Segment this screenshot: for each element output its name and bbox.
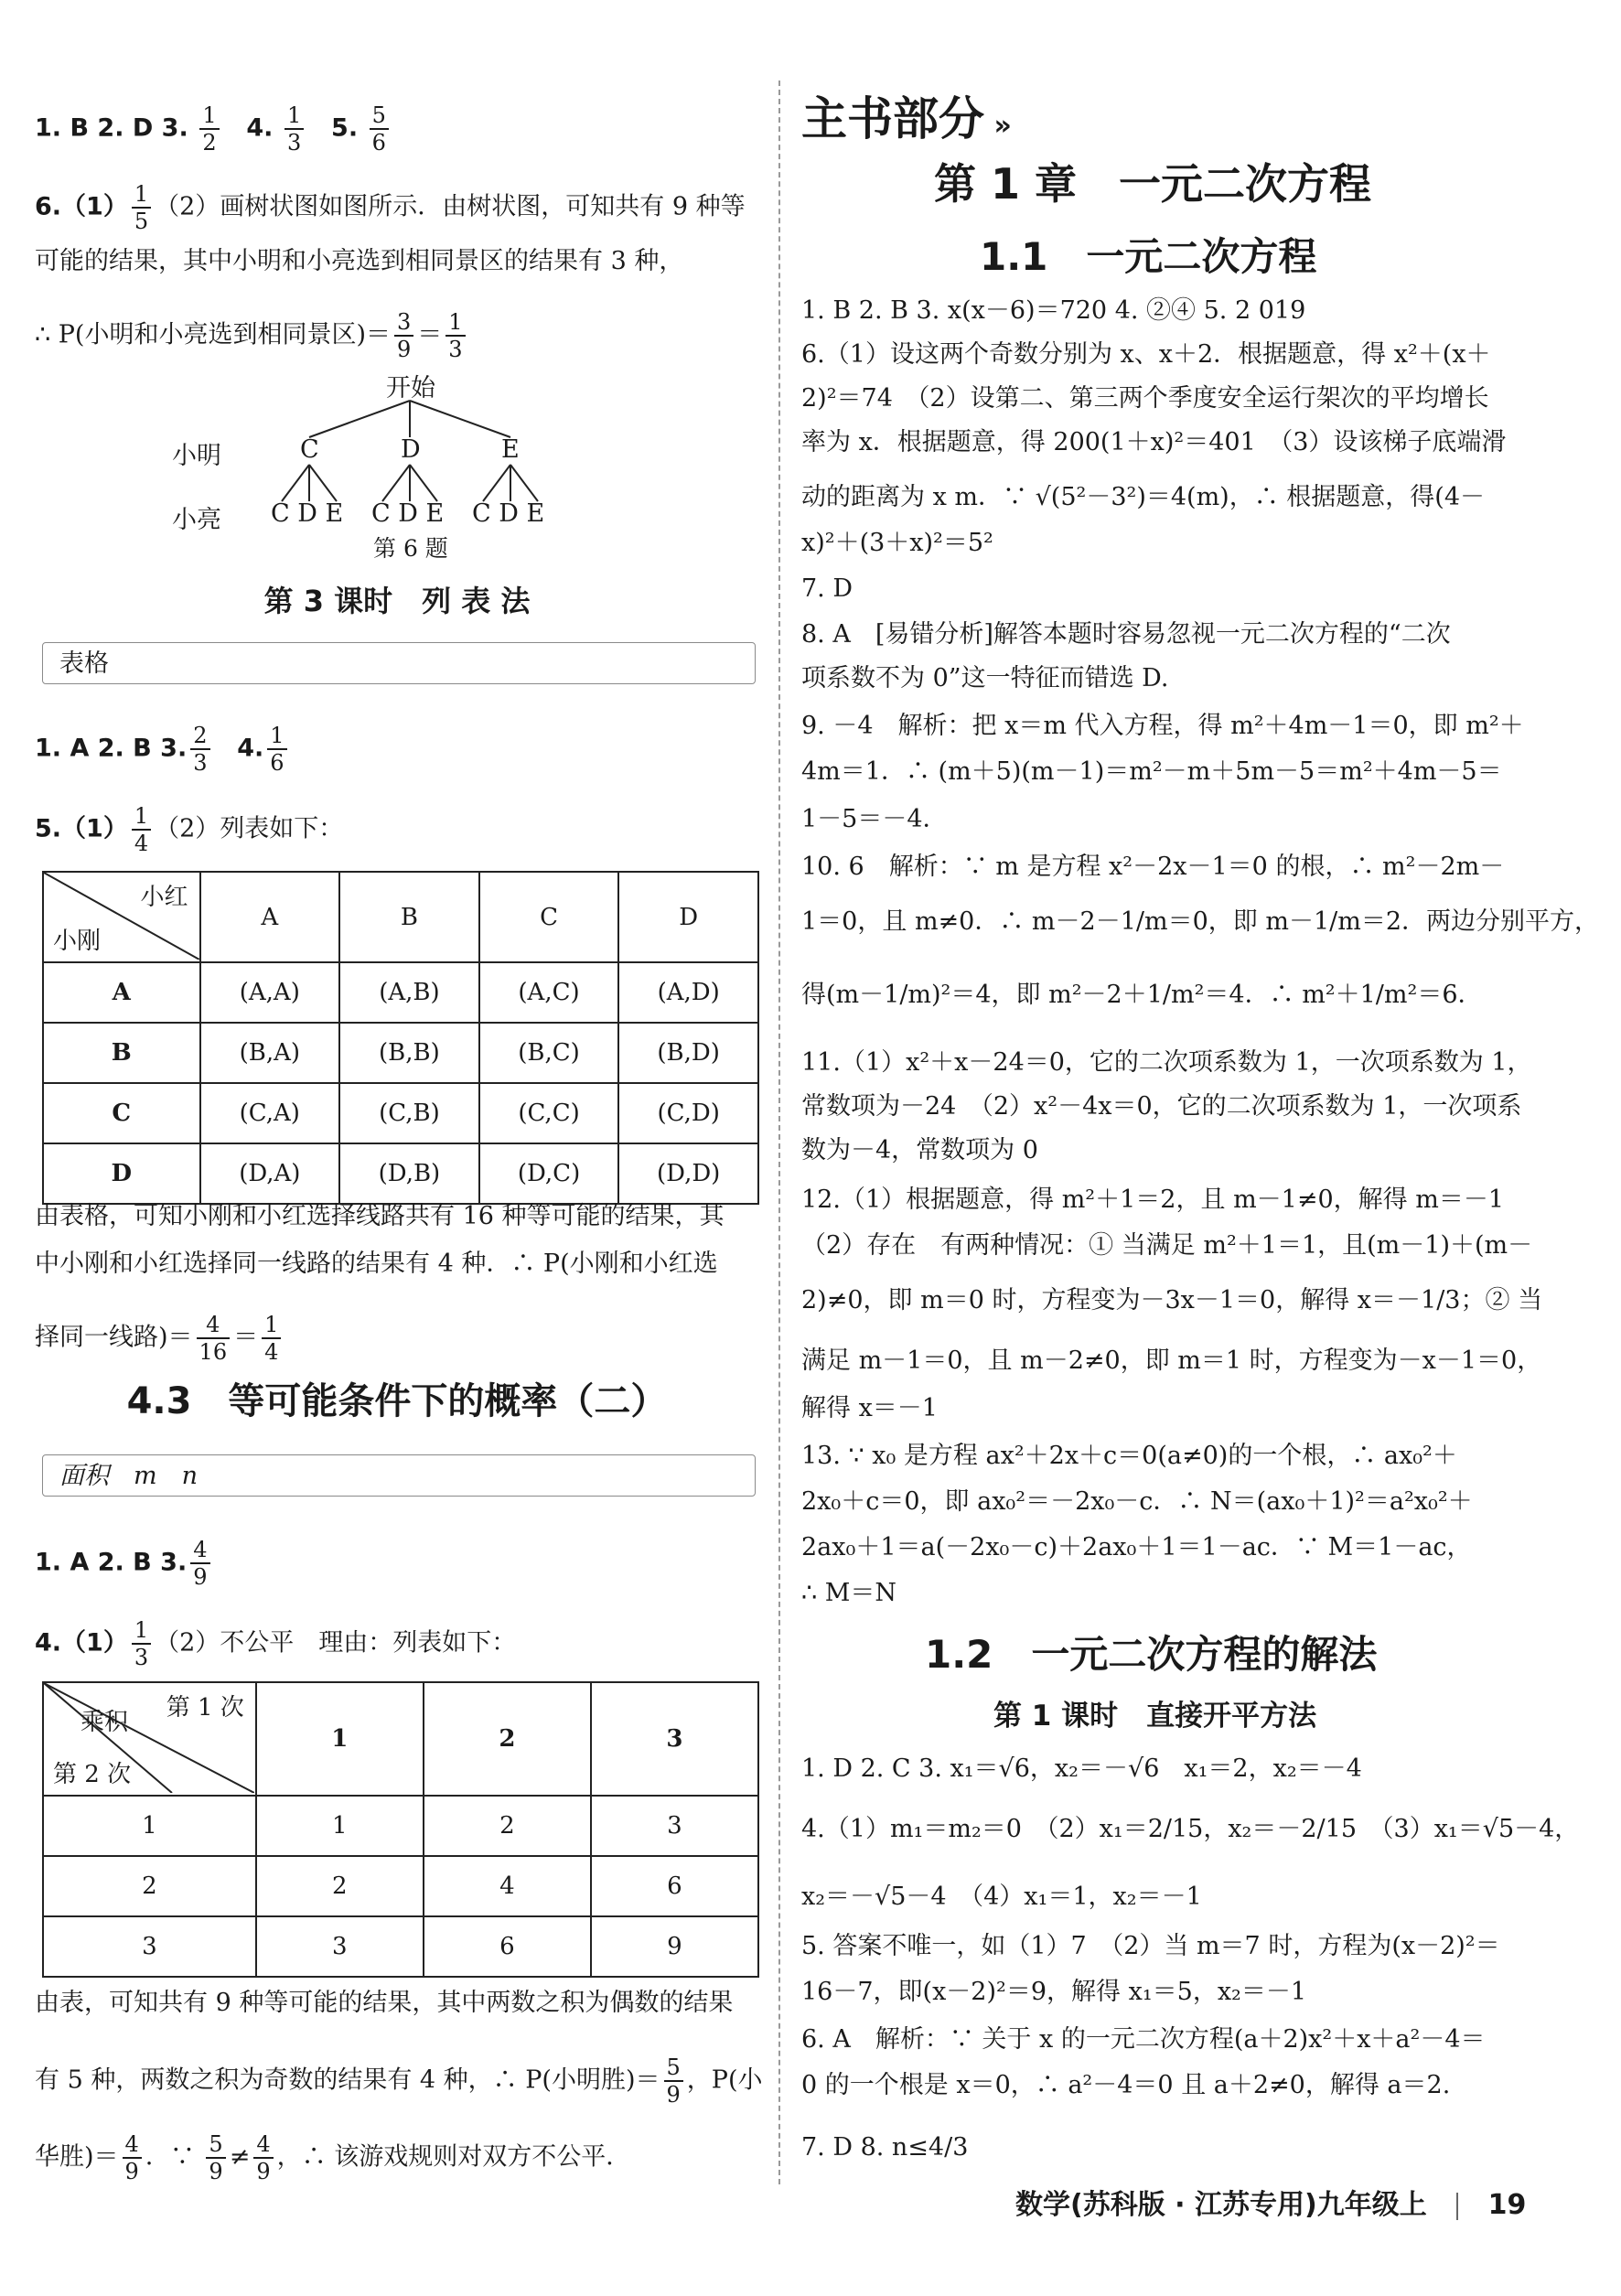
fraction: $\frac{4}{16}$ xyxy=(197,1312,231,1365)
column-header: B xyxy=(339,872,479,962)
answer-line: 5.（1） $\frac{1}{4}$ （2）列表如下： xyxy=(35,803,344,856)
footer-divider xyxy=(1456,2193,1458,2220)
table-cell: 6 xyxy=(591,1856,758,1916)
table-cell: 9 xyxy=(591,1916,758,1977)
text-line: 1＝0，且 m≠0．∴ m－2－1/m＝0，即 m－1/m＝2．两边分别平方， xyxy=(801,907,1600,936)
tree-diagram xyxy=(172,366,629,567)
tree-node: D xyxy=(401,435,421,464)
part-title: 主书部分 » xyxy=(801,92,1012,145)
table-cell: (A,B) xyxy=(339,962,479,1023)
row-header: C xyxy=(43,1083,200,1143)
text-line: 0 的一个根是 x＝0，∴ a²－4＝0 且 a＋2≠0，解得 a＝2. xyxy=(801,2071,1451,2099)
answer-line: 1. A 2. B 3. $\frac{2}{3}$ 4. $\frac{1}{6}$ xyxy=(35,723,291,776)
value-label: 乘积 xyxy=(81,1709,129,1736)
section-title: 1.1 一元二次方程 xyxy=(980,234,1317,279)
figure-caption: 第 6 题 xyxy=(373,535,448,562)
fraction: $\frac{1}{5}$ xyxy=(132,181,151,234)
text-line: x₂＝－√5－4 （4）x₁＝1，x₂＝－1 xyxy=(801,1883,1202,1911)
fraction: $\frac{5}{6}$ xyxy=(370,102,389,156)
chapter-title: 第 1 章 一元二次方程 xyxy=(934,159,1372,209)
answer-line: 择同一线路)＝ $\frac{4}{16}$ ＝ $\frac{1}{4}$ xyxy=(35,1312,284,1365)
table-row xyxy=(43,1856,758,1916)
tree-node: C xyxy=(300,435,319,464)
answer-line: 5. 答案不唯一，如（1）7 （2）当 m＝7 时，方程为(x－2)²＝ xyxy=(801,1932,1500,1960)
tree-leaves: C D E xyxy=(472,499,545,528)
fraction: $\frac{1}{4}$ xyxy=(262,1312,281,1365)
table-cell: (D,D) xyxy=(618,1143,758,1204)
text-line: 2x₀＋c＝0，即 ax₀²＝－2x₀－c．∴ N＝(ax₀＋1)²＝a²x₀²＋ xyxy=(801,1487,1473,1516)
page-number: 19 xyxy=(1487,2189,1527,2221)
answer-line: 4.（1）m₁＝m₂＝0 （2）x₁＝2/15，x₂＝－2/15 （3）x₁＝√5－4， xyxy=(801,1815,1580,1843)
row-header: 1 xyxy=(43,1796,256,1856)
answer-line: 13. ∵ x₀ 是方程 ax²＋2x＋c＝0(a≠0)的一个根，∴ ax₀²＋ xyxy=(801,1442,1457,1470)
answer-line: 4.（1） $\frac{1}{3}$ （2）不公平 理由：列表如下： xyxy=(35,1617,517,1670)
row-header: 3 xyxy=(43,1916,256,1977)
fill-box: 面积 m n xyxy=(42,1454,756,1497)
lesson-title: 第 3 课时 列 表 法 xyxy=(263,584,531,618)
text-line: 由表，可知共有 9 种等可能的结果，其中两数之积为偶数的结果 xyxy=(35,1989,734,2017)
answer-line: 9. －4 解析：把 x＝m 代入方程，得 m²＋4m－1＝0，即 m²＋ xyxy=(801,712,1524,740)
book-title: 数学(苏科版 · 江苏专用)九年级上 xyxy=(1015,2189,1427,2221)
table-row xyxy=(43,1916,758,1977)
tree-leaves: C D E xyxy=(271,499,344,528)
text-line: 可能的结果，其中小明和小亮选到相同景区的结果有 3 种， xyxy=(35,247,684,275)
answer-line: 6.（1） $\frac{1}{5}$ （2）画树状图如图所示．由树状图，可知共有 9 种等 xyxy=(35,181,746,234)
table-cell: (D,B) xyxy=(339,1143,479,1204)
row-header: B xyxy=(43,1023,200,1083)
text-line: 数为－4，常数项为 0 xyxy=(801,1136,1038,1164)
table-cell: 2 xyxy=(256,1856,424,1916)
answer-line: 有 5 种，两数之积为奇数的结果有 4 种，∴ P(小明胜)＝ $\frac{5}{9}$ ，P(小 xyxy=(35,2055,763,2108)
text-line: 2)²＝74 （2）设第二、第三两个季度安全运行架次的平均增长 xyxy=(801,384,1489,413)
route-table xyxy=(42,871,759,1205)
table-row xyxy=(43,1023,758,1083)
fraction: $\frac{5}{9}$ xyxy=(664,2055,683,2108)
fraction: $\frac{1}{4}$ xyxy=(132,803,151,856)
text-line: 率为 x．根据题意，得 200(1＋x)²＝401 （3）设该梯子底端滑 xyxy=(801,428,1507,456)
fraction: $\frac{4}{9}$ xyxy=(190,1537,209,1590)
table-row xyxy=(43,1796,758,1856)
table-cell: 3 xyxy=(256,1916,424,1977)
answer-line: 华胜)＝ $\frac{4}{9}$ ．∵ $\frac{5}{9}$ ≠ $\frac{4}{9}$ ，∴ 该游戏规则对双方不公平． xyxy=(35,2131,631,2184)
table-cell: (B,C) xyxy=(479,1023,619,1083)
answer-line: 7. D xyxy=(801,574,853,603)
table-cell: 2 xyxy=(424,1796,591,1856)
column-header: 2 xyxy=(424,1682,591,1796)
row-axis-label: 小刚 xyxy=(53,928,102,955)
text-line: 解得 x＝－1 xyxy=(801,1394,938,1422)
table-cell: (D,C) xyxy=(479,1143,619,1204)
product-table xyxy=(42,1681,759,1978)
row-axis-label: 第 2 次 xyxy=(53,1761,132,1788)
tree-node: E xyxy=(501,435,520,464)
column-header: 3 xyxy=(591,1682,758,1796)
answer-line: 1. A 2. B 3. $\frac{4}{9}$ xyxy=(35,1537,214,1590)
answer-line: 11.（1）x²＋x－24＝0，它的二次项系数为 1，一次项系数为 1， xyxy=(801,1048,1532,1077)
table-cell: (B,A) xyxy=(200,1023,340,1083)
tree-root: 开始 xyxy=(386,374,435,402)
row-header: A xyxy=(43,962,200,1023)
text-line: x)²＋(3＋x)²＝5² xyxy=(801,529,993,557)
fraction: $\frac{1}{6}$ xyxy=(267,723,286,776)
text-line: 16－7，即(x－2)²＝9，解得 x₁＝5，x₂＝－1 xyxy=(801,1978,1307,2006)
answer-line: 6. A 解析：∵ 关于 x 的一元二次方程(a＋2)x²＋x＋a²－4＝ xyxy=(801,2025,1486,2054)
table-cell: (A,A) xyxy=(200,962,340,1023)
text-line: 得(m－1/m)²＝4，即 m²－2＋1/m²＝4．∴ m²＋1/m²＝6． xyxy=(801,981,1483,1009)
column-header: C xyxy=(479,872,619,962)
answer-line: 10. 6 解析：∵ m 是方程 x²－2x－1＝0 的根，∴ m²－2m－ xyxy=(801,853,1505,881)
text-line: 中小刚和小红选择同一线路的结果有 4 种．∴ P(小刚和小红选 xyxy=(35,1250,718,1278)
fraction: $\frac{2}{3}$ xyxy=(190,723,209,776)
table-cell: 3 xyxy=(591,1796,758,1856)
fraction: $\frac{4}{9}$ xyxy=(123,2131,142,2184)
section-title: 4.3 等可能条件下的概率（二） xyxy=(126,1380,668,1422)
text-line: 常数项为－24 （2）x²－4x＝0，它的二次项系数为 1，一次项系 xyxy=(801,1092,1522,1121)
answer-line: 7. D 8. n≤4/3 xyxy=(801,2133,969,2162)
table-row xyxy=(43,1083,758,1143)
answer-line: 6.（1）设这两个奇数分别为 x、x＋2．根据题意，得 x²＋(x＋ xyxy=(801,340,1491,369)
lesson-title: 第 1 课时 直接开平方法 xyxy=(993,1700,1317,1733)
fraction: $\frac{1}{2}$ xyxy=(199,102,219,156)
table-cell: 6 xyxy=(424,1916,591,1977)
answer-line: ∴ P(小明和小亮选到相同景区)＝ $\frac{3}{9}$ ＝ $\frac{1}{3}$ xyxy=(35,309,469,362)
table-cell: (A,C) xyxy=(479,962,619,1023)
text-line: 动的距离为 x m．∵ √(5²－3²)＝4(m)，∴ 根据题意，得(4－ xyxy=(801,483,1485,511)
fraction: $\frac{1}{3}$ xyxy=(132,1617,151,1670)
table-cell: (C,C) xyxy=(479,1083,619,1143)
fraction: $\frac{1}{3}$ xyxy=(446,309,465,362)
table-row xyxy=(43,962,758,1023)
fill-box: 表格 xyxy=(42,642,756,684)
tree-leaves: C D E xyxy=(371,499,445,528)
column-divider xyxy=(778,80,780,2184)
section-title: 1.2 一元二次方程的解法 xyxy=(925,1632,1378,1677)
column-header: A xyxy=(200,872,340,962)
row-header: 2 xyxy=(43,1856,256,1916)
table-cell: 4 xyxy=(424,1856,591,1916)
table-cell: (C,A) xyxy=(200,1083,340,1143)
table-corner xyxy=(43,872,200,962)
answer-line: 12.（1）根据题意，得 m²＋1＝2，且 m－1≠0，解得 m＝－1 xyxy=(801,1186,1505,1214)
fraction: $\frac{4}{9}$ xyxy=(253,2131,273,2184)
page-footer xyxy=(1015,2182,1526,2222)
col-axis-label: 小红 xyxy=(140,884,188,911)
table-cell: (B,B) xyxy=(339,1023,479,1083)
answer-line: 1. B 2. B 3. x(x－6)＝720 4. ②④ 5. 2 019 xyxy=(801,296,1306,325)
table-corner xyxy=(43,1682,256,1796)
fraction: $\frac{1}{3}$ xyxy=(284,102,304,156)
text-line: 4m＝1．∴ (m＋5)(m－1)＝m²－m＋5m－5＝m²＋4m－5＝ xyxy=(801,757,1502,786)
text-line: 由表格，可知小刚和小红选择线路共有 16 种等可能的结果，其 xyxy=(35,1202,725,1230)
table-cell: (C,D) xyxy=(618,1083,758,1143)
tree-row-label: 小明 xyxy=(172,442,221,470)
text-line: （2）存在 有两种情况：① 当满足 m²＋1＝1，且(m－1)＋(m－ xyxy=(801,1231,1533,1260)
answer-line: 8. A [易错分析]解答本题时容易忽视一元二次方程的“二次 xyxy=(801,620,1451,649)
col-axis-label: 第 1 次 xyxy=(166,1694,244,1722)
fraction: $\frac{5}{9}$ xyxy=(206,2131,225,2184)
table-cell: (A,D) xyxy=(618,962,758,1023)
text-line: ∴ M＝N xyxy=(801,1579,897,1607)
text-line: 2)≠0，即 m＝0 时，方程变为－3x－1＝0，解得 x＝－1/3；② 当 xyxy=(801,1286,1543,1314)
table-cell: (D,A) xyxy=(200,1143,340,1204)
table-cell: (C,B) xyxy=(339,1083,479,1143)
table-row xyxy=(43,1143,758,1204)
text-line: 2ax₀＋1＝a(－2x₀－c)＋2ax₀＋1＝1－ac．∵ M＝1－ac， xyxy=(801,1533,1472,1561)
answer-line: 1. B 2. D 3. $\frac{1}{2}$ 4. $\frac{1}{3}$ 5. $\frac{5}{6}$ xyxy=(35,102,392,156)
column-header: 1 xyxy=(256,1682,424,1796)
table-cell: (B,D) xyxy=(618,1023,758,1083)
fraction: $\frac{3}{9}$ xyxy=(394,309,413,362)
row-header: D xyxy=(43,1143,200,1204)
text-line: 满足 m－1＝0，且 m－2≠0，即 m＝1 时，方程变为－x－1＝0， xyxy=(801,1346,1542,1375)
tree-row-label: 小亮 xyxy=(172,506,221,534)
table-cell: 1 xyxy=(256,1796,424,1856)
text-line: 项系数不为 0”这一特征而错选 D. xyxy=(801,664,1169,692)
column-header: D xyxy=(618,872,758,962)
text-line: 1－5＝－4． xyxy=(801,805,948,833)
answer-line: 1. D 2. C 3. x₁＝√6，x₂＝－√6 x₁＝2，x₂＝－4 xyxy=(801,1754,1362,1783)
